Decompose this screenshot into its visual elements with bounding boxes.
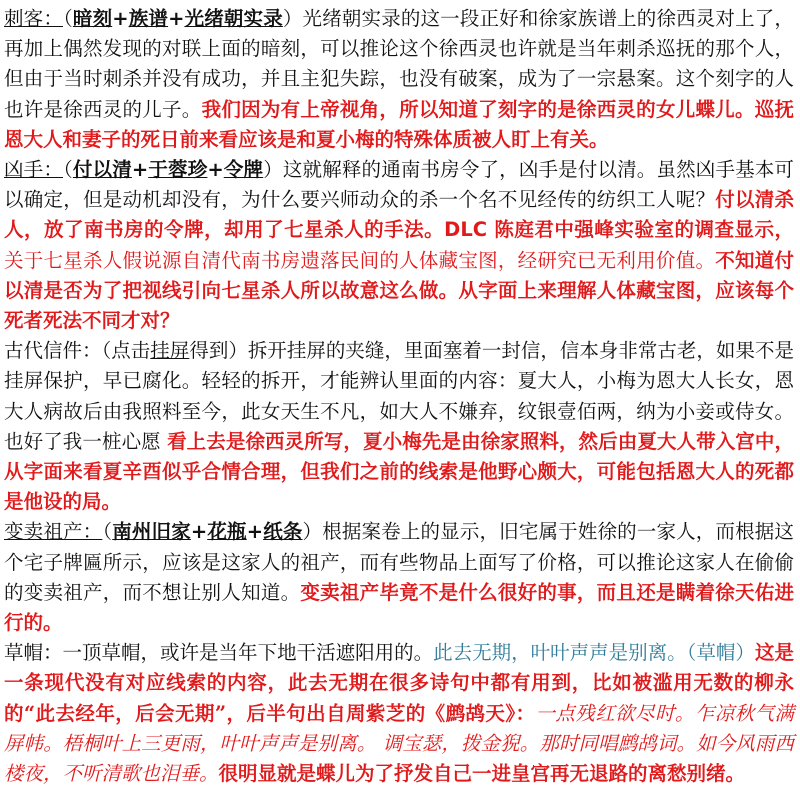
paren-open: （点击 [101,339,151,363]
keyword: 纸条 [263,520,303,544]
keyword: 光绪朝实录 [184,7,283,30]
paren-close: ） [263,158,283,182]
keyword: 令牌 [223,158,264,182]
analysis-text: 我们因为有上帝视角，所以知道了刻字的是徐西灵的女儿蝶儿。巡抚恩大人和妻子的死日前来看应该是和夏小梅的特殊体质被人盯上有关。 [4,97,794,151]
analysis-text: 变卖祖产毕竟不是什么很好的事，而且还是瞒着徐天佑进行的。 [4,580,794,635]
paren-open: （ [62,7,73,30]
clue-quote: 此去无期，叶叶声声是别离。（草帽） [433,641,755,665]
paren-open: （ [102,520,113,544]
analysis-text: 关于七星杀人假说源自清代南书房遗落民间的人体藏宝图，经研究已无利用价值。 [4,248,716,272]
section-label: 变卖祖产： [4,520,103,544]
paren-close: ） [302,520,323,544]
section-letter [4,336,794,517]
plus-sign: + [207,158,224,182]
section-label: 古代信件： [4,339,102,363]
paren-open: （ [62,158,73,182]
paren-close: 得到） [189,339,248,363]
analysis-text: 看上去是徐西灵所写，夏小梅先是由徐家照料，然后由夏大人带入宫中，从字面来看夏辛酉似乎合情合理，但我们之前的线索是他野心颇大，可能包括恩大人的死都是他设的局。 [4,429,794,514]
plus-sign: + [112,7,129,30]
paren-close: ） [282,7,303,30]
keyword: 南州旧家 [112,520,191,544]
section-label: 刺客： [4,7,63,30]
plus-sign: + [190,520,208,544]
body-text: 拆开挂屏的夹缝，里面塞着一封信，信本身非常古老，如果不是挂屏保护，早已腐化。轻轻的拆开，才能辨认里面的内容：夏大人，小梅为恩大人长女，恩大人病故后由我照料至今，此女天生不凡，如大人不嫌弃，纹银壹佰两，纳为小妾或侍女。也好了我一桩心愿 [4,339,794,453]
keyword: 付以清 [72,158,132,182]
analysis-text: 付以清杀人，放了南书房的令牌，却用了七星杀人的手法。 [4,188,794,242]
analysis-text: 很明显就是蝶儿为了抒发自己一进皇宫再无退路的离愁别绪。 [218,762,746,786]
body-text: 光绪朝实录的这一段正好和徐家族谱上的徐西灵对上了，再加上偶然发现的对联上面的暗刻，可以推论这个徐西灵也许就是当年刺杀巡抚的那个人，但由于当时刺杀并没有成功，并且主犯失踪，也没有破案，成为了一宗悬案。这个刻字的人也许是徐西灵的儿子。 [4,7,794,121]
poem-text: 一点残红欲尽时。乍凉秋气满屏帏。梧桐叶上三更雨，叶叶声声是别离。 调宝瑟，拨金猊。那时同唱鹧鸪词。如今风雨西楼夜，不听清歌也泪垂。 [4,701,794,786]
keyword: 族谱 [128,7,169,30]
keyword: 挂屏 [150,339,190,363]
plus-sign: + [246,520,264,544]
section-label: 凶手： [4,158,63,182]
body-text: 这就解释的通南书房令了，凶手是付以清。虽然凶手基本可以确定，但是动机却没有，为什么要兴师动众的杀一个名不见经传的纺织工人呢？ [4,158,794,212]
analysis-text: 这是一条现代没有对应线索的内容，此去无期在很多诗句中都有用到，比如被滥用无数的柳永的“此去经年，后会无期”，后半句出自周紫芝的《鹧鸪天》： [4,641,794,725]
section-sell-property [4,517,794,638]
plus-sign: + [131,158,149,182]
body-text: 一顶草帽，或许是当年下地干活遮阳用的。 [62,641,434,665]
keyword: 花瓶 [207,520,247,544]
analysis-text: 不知道付以清是否为了把视线引向七星杀人所以故意这么做。从字面上来理解人体藏宝图，应该每个死者死法不同才对？ [4,248,794,333]
keyword: 暗刻 [72,7,113,30]
body-text: 根据案卷上的显示，旧宅属于姓徐的一家人，而根据这个宅子牌匾所示，应该是这家人的祖产，而有些物品上面写了价格，可以推论这家人在偷偷的变卖祖产，而不想让别人知道。 [4,520,794,604]
section-label: 草帽： [4,641,63,665]
section-murderer [4,155,794,336]
keyword: 于蓉珍 [148,158,208,182]
section-straw-hat [4,638,794,789]
plus-sign: + [168,7,185,30]
dlc-note: DLC 陈庭君中强峰实验室的调查显示， [444,218,794,242]
section-assassin [4,4,794,155]
